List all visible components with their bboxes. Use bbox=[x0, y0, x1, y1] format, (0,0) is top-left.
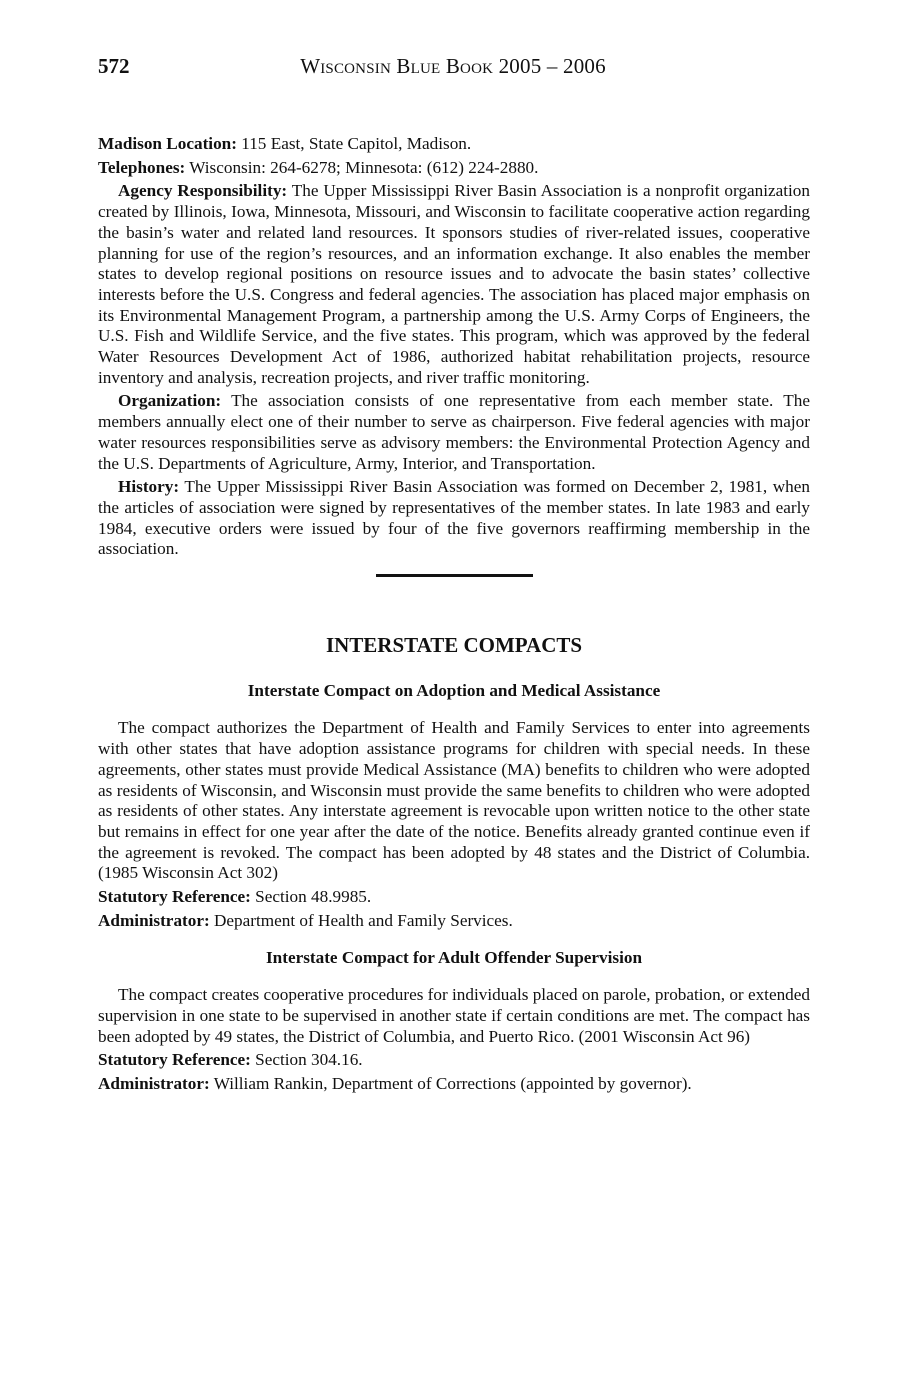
compact-offender-statutory bbox=[98, 1050, 810, 1071]
responsibility-paragraph bbox=[98, 181, 810, 388]
page-number: 572 bbox=[98, 54, 130, 78]
compact-offender-title: Interstate Compact for Adult Offender Supervision bbox=[265, 947, 643, 967]
compact-adoption-title: Interstate Compact on Adoption and Medical Assistance bbox=[247, 680, 661, 700]
page-header bbox=[98, 54, 808, 84]
compact-adoption-administrator bbox=[98, 911, 810, 932]
telephones-value: Wisconsin: 264-6278; Minnesota: (612) 224-2880. bbox=[185, 157, 539, 177]
organization-text: The association consists of one representative from each member state. The members annually elect one of their number to serve as chairperson. Five federal agencies with major water resources responsibilities serve as advisory members: the Environmental Protection Agency and the U.S. Departments of Agriculture, Army, Interior, and Transportation. bbox=[98, 391, 810, 473]
history-paragraph bbox=[98, 477, 810, 560]
section-divider bbox=[376, 574, 533, 577]
history-text: The Upper Mississippi River Basin Association was formed on December 2, 1981, when the articles of association were signed by representatives of the member states. In late 1983 and early 1984, executive orders were issued by four of the five governors reaffirming membership in the association. bbox=[98, 477, 810, 559]
section-title: INTERSTATE COMPACTS bbox=[325, 633, 583, 658]
compact-offender-body: The compact creates cooperative procedures for individuals placed on parole, probation, or extended supervision in one state to be supervised in another state if certain conditions are met. The compact has been adopted by 49 states, the District of Columbia, and Puerto Rico. (2001 Wisconsin Act 96) bbox=[98, 985, 810, 1046]
compact-offender-administrator bbox=[98, 1074, 810, 1095]
location-line bbox=[98, 134, 810, 155]
administrator-label: Administrator: bbox=[98, 910, 210, 930]
responsibility-label: Agency Responsibility: bbox=[118, 181, 288, 201]
responsibility-text: The Upper Mississippi River Basin Association is a nonprofit organization created by Illinois, Iowa, Minnesota, Missouri, and Wisconsin to facilitate cooperative action regarding the basin’s water and related land resources. It sponsors studies of river-related issues, cooperative planning for use of the region’s resources, and an information exchange. It also enables the member states to develop regional positions on resource issues and to advocate the basin states’ collective interests before the U.S. Congress and federal agencies. The association has placed major emphasis on its Environmental Management Program, a partnership among the U.S. Army Corps of Engineers, the U.S. Fish and Wildlife Service, and the five states. This program, which was approved by the federal Water Resources Development Act of 1986, authorized habitat rehabilitation projects, resource inventory and analysis, recreation projects, and river traffic monitoring. bbox=[98, 181, 810, 387]
administrator-value: Department of Health and Family Services. bbox=[209, 910, 513, 930]
location-label: Madison Location: bbox=[98, 134, 237, 153]
running-title: Wisconsin Blue Book 2005 – 2006 bbox=[300, 54, 606, 78]
statutory-value: Section 304.16. bbox=[250, 1050, 363, 1070]
compact-adoption-body: The compact authorizes the Department of Health and Family Services to enter into agreements with other states that have adoption assistance programs for children with special needs. In these agreements, other states must provide Medical Assistance (MA) benefits to children who were adopted as residents of Wisconsin, and Wisconsin must provide the same benefits to children who were adopted as residents of other states. Any interstate agreement is revocable upon written notice to the other state but remains in effect for one year after the date of the notice. Benefits already granted continue even if the agreement is revoked. The compact has been adopted by 48 states and the District of Columbia. (1985 Wisconsin Act 302) bbox=[98, 718, 810, 883]
administrator-label: Administrator: bbox=[98, 1074, 210, 1094]
statutory-label: Statutory Reference: bbox=[98, 1050, 251, 1070]
location-value: 115 East, State Capitol, Madison. bbox=[236, 134, 472, 153]
history-label: History: bbox=[118, 477, 180, 497]
telephones-line bbox=[98, 158, 810, 179]
statutory-value: Section 48.9985. bbox=[250, 887, 372, 907]
page-content bbox=[98, 134, 810, 1098]
statutory-label: Statutory Reference: bbox=[98, 887, 251, 907]
administrator-value: William Rankin, Department of Corrections (appointed by governor). bbox=[209, 1074, 692, 1094]
telephones-label: Telephones: bbox=[98, 157, 186, 177]
organization-label: Organization: bbox=[118, 391, 222, 411]
compact-adoption-statutory bbox=[98, 887, 810, 908]
organization-paragraph bbox=[98, 391, 810, 474]
